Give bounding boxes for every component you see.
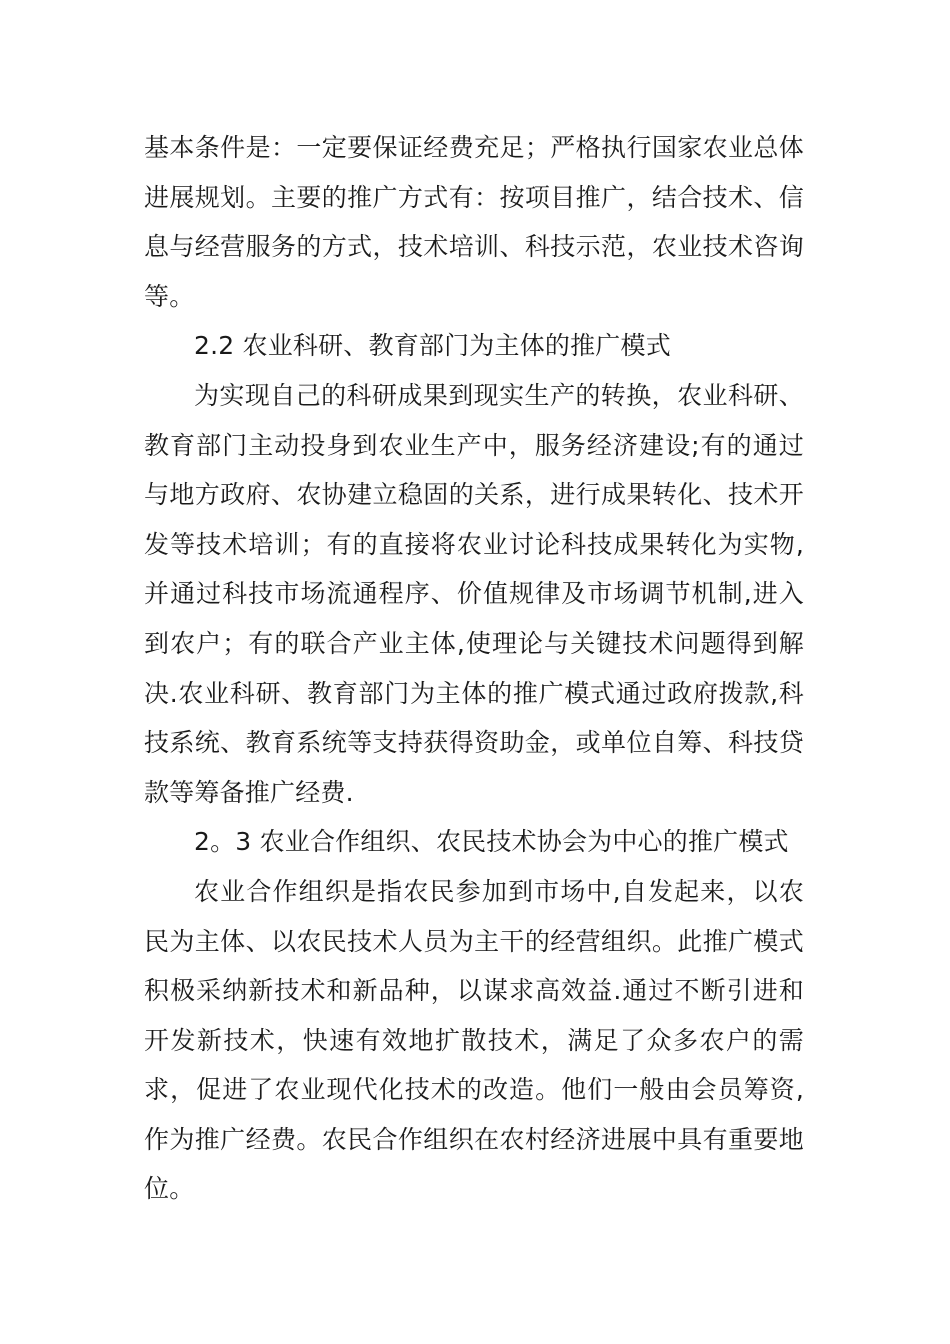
section-heading-2-3: 2。3 农业合作组织、农民技术协会为中心的推广模式 [194,827,789,857]
paragraph-funding-conditions: 基本条件是：一定要保证经费充足；严格执行国家农业总体进展规划。主要的推广方式有：按项目推广，结合技术、信息与经营服务的方式，技术培训、科技示范，农业技术咨询等。 [144,133,804,311]
paragraph-cooperative-model: 农业合作组织是指农民参加到市场中,自发起来，以农民为主体、以农民技术人员为主干的经营组织。此推广模式积极采纳新技术和新品种，以谋求高效益.通过不断引进和开发新技术，快速有效地扩散技术，满足了众多农户的需求，促进了农业现代化技术的改造。他们一般由会员筹资,作为推广经费。农民合作组织在农村经济进展中具有重要地位。 [144,876,804,1204]
document-body [144,123,804,1214]
paragraph-research-education-model: 为实现自己的科研成果到现实生产的转换，农业科研、教育部门主动投身到农业生产中，服务经济建设;有的通过与地方政府、农协建立稳固的关系，进行成果转化、技术开发等技术培训；有的直接将农业讨论科技成果转化为实物,并通过科技市场流通程序、价值规律及市场调节机制,进入到农户；有的联合产业主体,使理论与关键技术问题得到解决.农业科研、教育部门为主体的推广模式通过政府拨款,科技系统、教育系统等支持获得资助金，或单位自筹、科技贷款等筹备推广经费. [144,380,804,807]
section-heading-2-2: 2.2 农业科研、教育部门为主体的推广模式 [194,331,671,361]
